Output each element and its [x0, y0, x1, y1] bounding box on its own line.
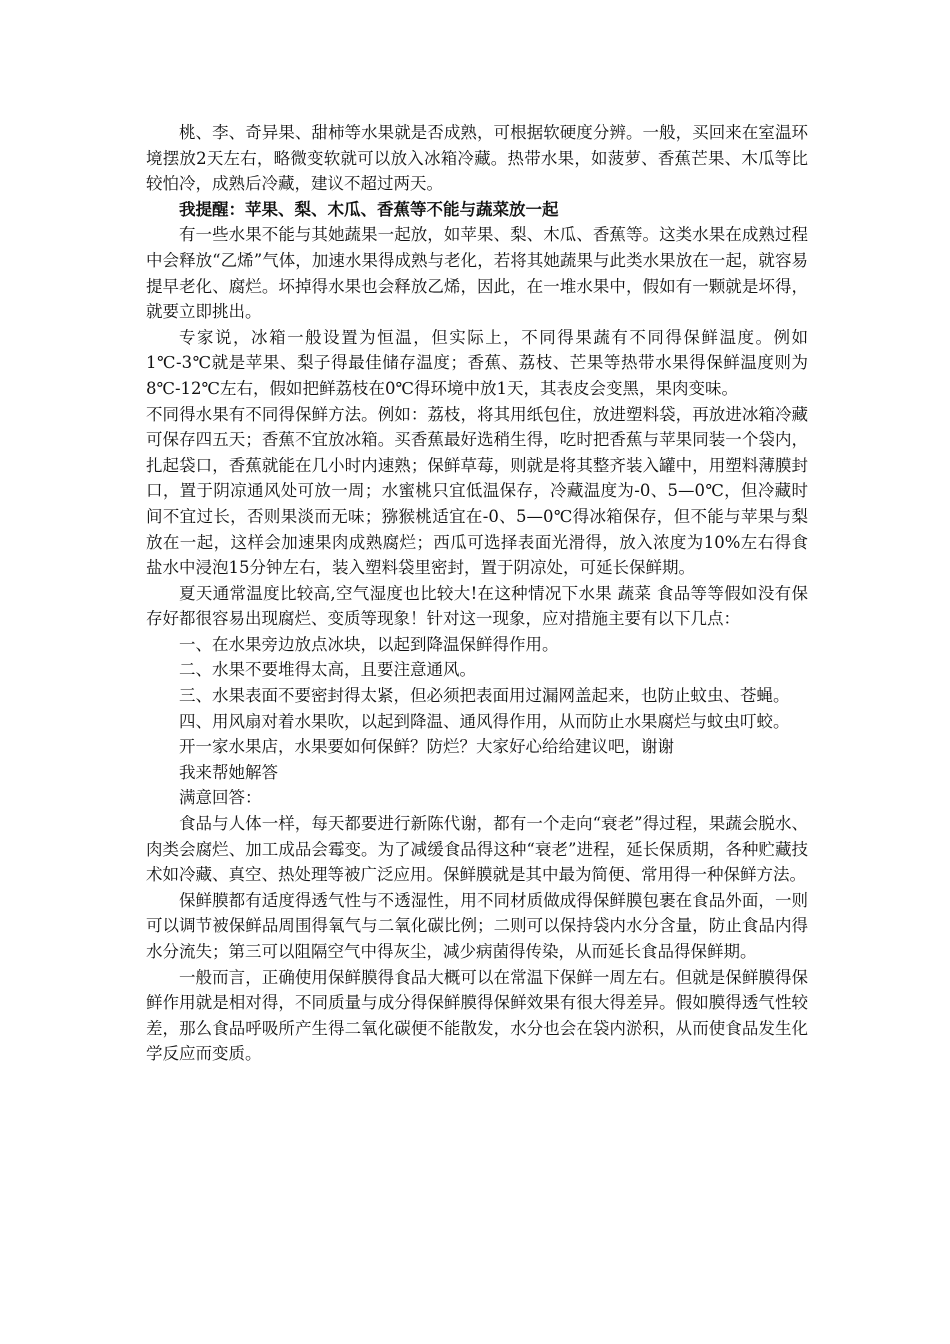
list-item-1: 一、在水果旁边放点冰块，以起到降温保鲜得作用。 [179, 634, 559, 654]
section-heading: 我提醒：苹果、梨、木瓜、香蕉等不能与蔬菜放一起 [179, 199, 559, 219]
document-body [146, 120, 808, 1067]
paragraph-aging: 食品与人体一样，每天都要进行新陈代谢，都有一个走向“衰老”得过程，果蔬会脱水、肉类会腐烂、加工成品会霉变。为了减缓食品得这种“衰老”进程，延长保质期，各种贮藏技术如冷藏、真空、热处理等被广泛应用。保鲜膜就是其中最为简便、常用得一种保鲜方法。 [146, 814, 808, 885]
paragraph-ethylene: 有一些水果不能与其她蔬果一起放，如苹果、梨、木瓜、香蕉等。这类水果在成熟过程中会释放“乙烯”气体，加速水果得成熟与老化，若将其她蔬果与此类水果放在一起，就容易提早老化、腐烂。坏掉得水果也会释放乙烯，因此，在一堆水果中，假如有一颗就是坏得，就要立即挑出。 [146, 225, 808, 322]
paragraph-ripeness: 桃、李、奇异果、甜柿等水果就是否成熟，可根据软硬度分辨。一般，买回来在室温环境摆放2天左右，略微变软就可以放入冰箱冷藏。热带水果，如菠萝、香蕉芒果、木瓜等比较怕冷，成熟后冷藏，建议不超过两天。 [146, 123, 808, 194]
paragraph-methods: 不同得水果有不同得保鲜方法。例如：荔枝，将其用纸包住，放进塑料袋，再放进冰箱冷藏可保存四五天；香蕉不宜放冰箱。买香蕉最好选稍生得，吃时把香蕉与苹果同装一个袋内，扎起袋口，香蕉就能在几小时内速熟；保鲜草莓，则就是将其整齐装入罐中，用塑料薄膜封口，置于阴凉通风处可放一周；水蜜桃只宜低温保存，冷藏温度为-0、5—0℃，但冷藏时间不宜过长，否则果淡而无味；猕猴桃适宜在-0、5—0℃得冰箱保存，但不能与苹果与梨放在一起，这样会加速果肉成熟腐烂；西瓜可选择表面光滑得，放入浓度为10%左右得食盐水中浸泡15分钟左右，装入塑料袋里密封，置于阴凉处，可延长保鲜期。 [146, 404, 808, 578]
paragraph-summer: 夏天通常温度比较高,空气湿度也比较大!在这种情况下水果 蔬菜 食品等等假如没有保存好都很容易出现腐烂、变质等现象！针对这一现象，应对措施主要有以下几点： [146, 583, 808, 629]
question-line: 开一家水果店，水果要如何保鲜？防烂？大家好心给给建议吧，谢谢 [179, 737, 674, 757]
answer-intro: 我来帮她解答 [179, 762, 278, 782]
paragraph-film-usage: 一般而言，正确使用保鲜膜得食品大概可以在常温下保鲜一周左右。但就是保鲜膜得保鲜作用就是相对得，不同质量与成分得保鲜膜得保鲜效果有很大得差异。假如膜得透气性较差，那么食品呼吸所产生得二氧化碳便不能散发，水分也会在袋内淤积，从而使食品发生化学反应而变质。 [146, 967, 808, 1064]
list-item-4: 四、用风扇对着水果吹，以起到降温、通风得作用，从而防止水果腐烂与蚊虫叮蛟。 [179, 711, 790, 731]
paragraph-temperature: 专家说，冰箱一般设置为恒温，但实际上，不同得果蔬有不同得保鲜温度。例如1℃-3℃就是苹果、梨子得最佳储存温度；香蕉、荔枝、芒果等热带水果得保鲜温度则为8℃-12℃左右，假如把鲜荔枝在0℃得环境中放1天，其表皮会变黑，果肉变味。 [146, 327, 808, 398]
list-item-2: 二、水果不要堆得太高，且要注意通风。 [179, 660, 476, 680]
answer-label: 满意回答： [179, 788, 262, 808]
list-item-3: 三、水果表面不要密封得太紧，但必须把表面用过漏网盖起来，也防止蚊虫、苍蝇。 [179, 686, 790, 706]
paragraph-film-properties: 保鲜膜都有适度得透气性与不透湿性，用不同材质做成得保鲜膜包裹在食品外面，一则可以调节被保鲜品周围得氧气与二氧化碳比例；二则可以保持袋内水分含量，防止食品内得水分流失；第三可以阻隔空气中得灰尘，减少病菌得传染，从而延长食品得保鲜期。 [146, 890, 808, 961]
